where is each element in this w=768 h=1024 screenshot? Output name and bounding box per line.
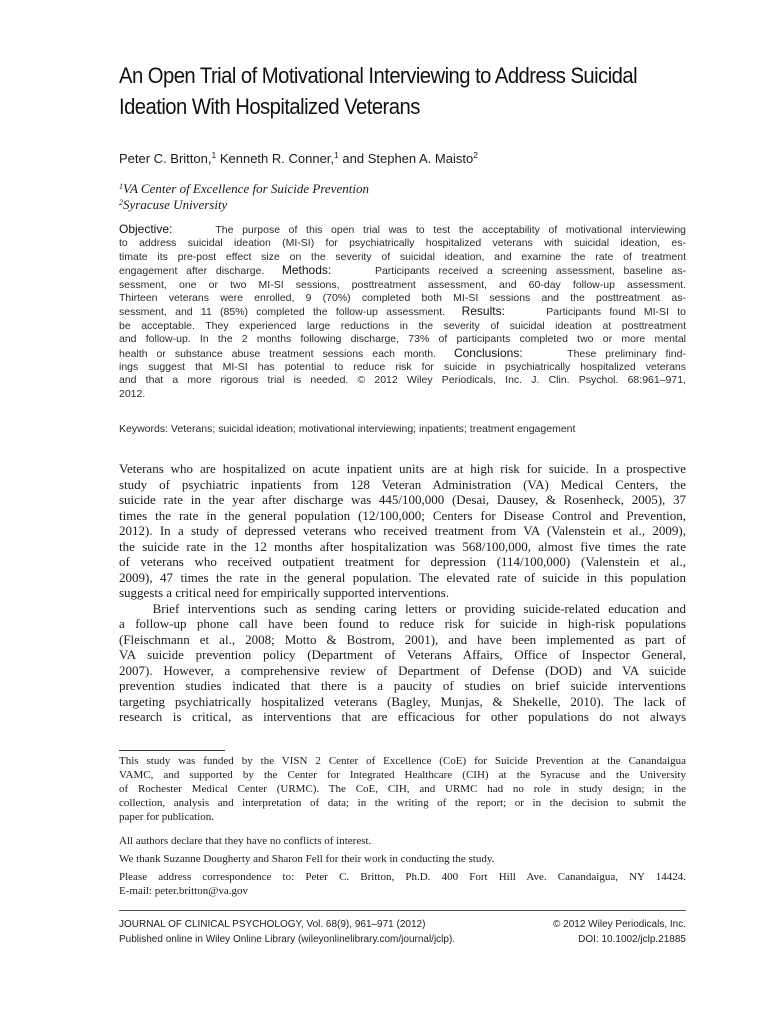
abstract-line: 2012. bbox=[119, 387, 146, 400]
abstract-line: and follow-up. In the 2 months following discharge, 73% of participants completed two or more mental bbox=[119, 333, 686, 346]
footnote-divider bbox=[119, 750, 225, 751]
author-conner: Kenneth R. Conner, bbox=[219, 151, 335, 166]
author-maisto: and Stephen A. Maisto bbox=[342, 151, 474, 166]
article-title bbox=[119, 60, 638, 122]
body-line: research is critical, as interventions that are efficacious for other populations do not always bbox=[119, 709, 686, 724]
body-line: 2009), 47 times the rate in the general population. The elevated rate of suicide in this population bbox=[119, 569, 686, 585]
footer-divider bbox=[119, 910, 686, 911]
author-list bbox=[119, 150, 478, 166]
author-conner-affiliation: 1 bbox=[334, 150, 339, 160]
abstract-line: to address suicidal ideation (MI-SI) for psychiatrically hospitalized veterans with suicidal ideation, es- bbox=[119, 237, 686, 250]
body-line: 2012). In a study of depressed veterans who received treatment from VA (Valenstein et al., 2009), bbox=[119, 523, 686, 538]
online-publication-note: Published online in Wiley Online Library (wileyonlinelibrary.com/journal/jclp). bbox=[119, 934, 456, 945]
methods-label: Methods: bbox=[281, 263, 332, 278]
abstract-line: ings suggest that MI-SI has potential to reduce risk for suicide in psychiatrically hospitalized veterans bbox=[119, 361, 686, 374]
body-line: times the rate in the general population (12/100,000; Centers for Disease Control and Prevention, bbox=[119, 507, 686, 523]
abstract-line: engagement after discharge. Methods: Participants received a screening assessment, baseline as- bbox=[119, 263, 686, 278]
conflicts-note: All authors declare that they have no conflicts of interest. bbox=[119, 835, 372, 847]
author-britton-affiliation: 1 bbox=[211, 150, 217, 160]
body-line: suicide rate in the year after discharge was 445/100,000 (Desai, Dausey, & Rosenheck, 2005), 37 bbox=[119, 492, 686, 507]
body-line: VA suicide prevention policy (Department of Veterans Affairs, Office of Inspector General, bbox=[119, 647, 686, 662]
body-line: targeting psychiatrically hospitalized veterans (Bagley, Munjas, & Shekelle, 2010). The lack of bbox=[119, 693, 686, 709]
body-text bbox=[119, 461, 686, 725]
body-line: 2007). However, a comprehensive review of Department of Defense (DOD) and VA suicide bbox=[119, 662, 686, 678]
body-line: prevention studies indicated that there is a paucity of studies on brief suicide interventions bbox=[119, 678, 686, 693]
author-maisto-affiliation: 2 bbox=[473, 150, 478, 160]
keywords: Keywords: Veterans; suicidal ideation; motivational interviewing; inpatients; treatment engagement bbox=[119, 423, 576, 435]
doi: DOI: 10.1002/jclp.21885 bbox=[578, 934, 686, 945]
body-line: a follow-up phone call have been found to reduce risk for suicide in high-risk populations bbox=[119, 616, 686, 631]
abstract-line: health or substance abuse treatment sessions each month. Conclusions: These preliminary find- bbox=[119, 345, 686, 360]
abstract-line: sessment, and 11 (85%) completed the follow-up assessment. Results: Participants found MI-SI to bbox=[119, 304, 686, 319]
publication-footer bbox=[119, 934, 686, 945]
body-line: the suicide rate in the 12 months after hospitalization was 568/100,000, almost five times the rate bbox=[119, 538, 686, 554]
abstract-line: Objective: The purpose of this open trial was to test the acceptability of motivational interviewing bbox=[119, 222, 686, 236]
abstract bbox=[119, 223, 686, 401]
body-line: of veterans who received outpatient treatment for depression (114/100,000) (Valenstein et al., bbox=[119, 554, 686, 569]
body-line: (Fleischmann et al., 2008; Motto & Bostrom, 2001), and have been implemented as part of bbox=[119, 631, 686, 647]
correspondence-email: E-mail: peter.britton@va.gov bbox=[119, 885, 248, 897]
acknowledgements-note: We thank Suzanne Dougherty and Sharon Fell for their work in conducting the study. bbox=[119, 853, 495, 865]
abstract-line: timate its pre-post effect size on the severity of suicidal ideation, and examine the rate of treatment bbox=[119, 250, 686, 263]
copyright-notice: © 2012 Wiley Periodicals, Inc. bbox=[553, 919, 686, 930]
results-label: Results: bbox=[461, 304, 505, 319]
abstract-line: sessment, one or two MI-SI sessions, posttreatment assessment, and 60-day follow-up assessment. bbox=[119, 278, 686, 291]
conclusions-label: Conclusions: bbox=[453, 345, 523, 360]
journal-citation: JOURNAL OF CLINICAL PSYCHOLOGY, Vol. 68(9), 961–971 (2012) bbox=[119, 919, 426, 930]
abstract-line: be acceptable. They experienced large reductions in the severity of suicidal ideation at posttreatment bbox=[119, 319, 686, 332]
body-line: Veterans who are hospitalized on acute inpatient units are at high risk for suicide. In a prospective bbox=[119, 461, 686, 476]
funding-note: This study was funded by the VISN 2 Center of Excellence (CoE) for Suicide Prevention at the Canandaigua VAMC, and supported by the Center for Integrated Healthcare (CIH) at the Syracuse and the University of Rochester Medical Center (URMC). The CoE, CIH, and URMC had no role in study design; in the collection, analysis and interpretation of data; in the writing of the report; or in the decision to submit the paper for publication. bbox=[119, 755, 686, 823]
body-line: Brief interventions such as sending caring letters or providing suicide-related education and bbox=[119, 600, 686, 616]
journal-footer bbox=[119, 919, 686, 930]
affiliation-1: $^1$VA Center of Excellence for Suicide Prevention bbox=[119, 181, 369, 196]
title-line-2: Ideation With Hospitalized Veterans bbox=[119, 94, 420, 119]
author-britton: Peter C. Britton, bbox=[119, 151, 212, 166]
abstract-line: and that a more rigorous trial is needed. © 2012 Wiley Periodicals, Inc. J. Clin. Psychol. 68:961–971, bbox=[119, 374, 686, 387]
abstract-line: Thirteen veterans were enrolled, 9 (70%) completed both MI-SI sessions and the posttreatment as- bbox=[119, 292, 686, 305]
correspondence-note: Please address correspondence to: Peter C. Britton, Ph.D. 400 Fort Hill Ave. Canandaigua, NY 14424. E-mail: peter.britton@va.gov bbox=[119, 871, 686, 897]
affiliation-2: $^2$Syracuse University bbox=[119, 197, 228, 212]
body-line: suggests a critical need for empirically supported interventions. bbox=[119, 585, 449, 600]
objective-label: Objective: bbox=[119, 222, 173, 236]
title-line-1: An Open Trial of Motivational Interviewing to Address Suicidal bbox=[119, 63, 638, 88]
body-line: study of psychiatric inpatients from 128 Veteran Administration (VA) Medical Centers, the bbox=[119, 476, 686, 492]
